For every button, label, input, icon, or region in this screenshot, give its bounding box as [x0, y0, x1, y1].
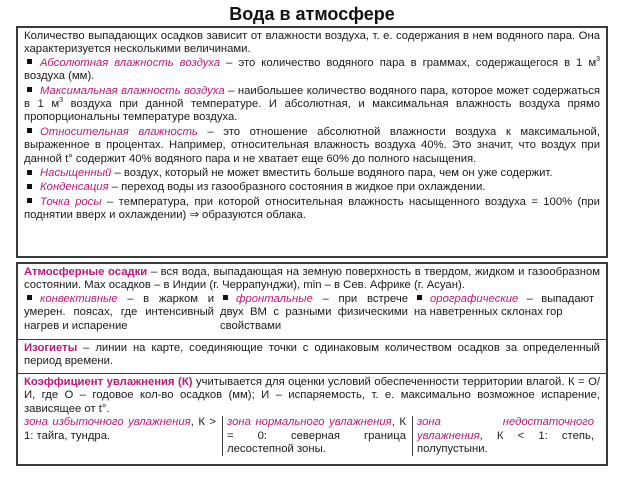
bullet-icon: [27, 198, 32, 203]
moisture-zone-term: зона нормального увлажнения: [227, 416, 392, 429]
moisture-zone-column: [24, 416, 222, 456]
moisture-term: Коэффициент увлажнения (К): [24, 376, 193, 388]
moisture-zone-term: зона избыточного увлажнения: [24, 416, 191, 429]
moisture-text-b: , где О – годовое кол-во осадков (мм); И – испаряемость, т. е. максимально возможное испарение, зависящее от t°.: [24, 389, 600, 415]
humidity-item: [24, 196, 600, 223]
page-title: Вода в атмосфере: [229, 4, 395, 24]
superscript: 3: [59, 97, 64, 105]
precipitation-box: [16, 262, 608, 466]
bullet-icon: [417, 295, 422, 300]
precipitation-term: Атмосферные осадки: [24, 266, 148, 278]
moisture-zone-text: , К > 1: тайга, тундра.: [24, 416, 216, 442]
humidity-item: [24, 167, 600, 180]
humidity-term: Конденсация: [40, 181, 109, 194]
precipitation-type-column: [414, 293, 600, 333]
isohyets-text: – линии на карте, соединяющие точки с одинаковым количеством осадков за определенный период времени.: [24, 342, 600, 368]
bullet-icon: [27, 170, 32, 175]
bullet-icon: [27, 128, 32, 133]
humidity-item: [24, 126, 600, 166]
humidity-text-cont: воздуха (мм).: [24, 70, 95, 83]
moisture-zone-text: , К < 1: степь, полупустыни.: [417, 429, 594, 456]
humidity-text-cont: воздуха при данной температуре. И абсолютная, и максимальная влажность воздуха прямо пропорциональны температуре воздуха.: [24, 98, 600, 124]
bullet-icon: [223, 295, 228, 300]
humidity-text: – переход воды из газообразного состояния в жидкое при охлаждении.: [108, 181, 486, 194]
precipitation-definition: [24, 266, 600, 293]
moisture-zone-column: [222, 416, 412, 456]
humidity-text: – наибольшее количество водяного пара, которое может содержаться в 1 м: [24, 84, 600, 111]
precipitation-section: [18, 264, 606, 340]
humidity-item: [24, 181, 600, 194]
moisture-text-a: учитывается для оценки условий обеспеченности территории влагой. К =: [192, 376, 589, 388]
bullet-icon: [27, 295, 32, 300]
precipitation-type-term: фронтальные: [236, 292, 313, 305]
humidity-term: Относительная влажность: [40, 125, 198, 138]
precipitation-type-term: конвективные: [40, 292, 118, 305]
precipitation-type-column: [24, 293, 220, 333]
humidity-item: [24, 57, 600, 84]
isohyets-section: [18, 340, 606, 374]
isohyets-term: Изогиеты: [24, 342, 78, 354]
humidity-text: – это количество водяного пара в граммах, содержащегося в 1 м: [220, 56, 597, 69]
humidity-list: [24, 57, 600, 223]
humidity-text: – воздух, который не может вместить больше водяного пара, чем он уже содержит.: [111, 167, 553, 180]
precipitation-type-term: орографические: [430, 292, 519, 305]
humidity-box: [16, 26, 608, 258]
precipitation-type-text: – выпадают на наветренных склонах гор: [414, 292, 594, 319]
humidity-item: [24, 85, 600, 125]
moisture-definition: [24, 376, 600, 416]
humidity-term: Абсолютная влажность воздуха: [40, 56, 221, 69]
precipitation-types: [24, 293, 600, 333]
superscript: 3: [596, 56, 601, 64]
intro-text: Количество выпадающих осадков зависит от влажности воздуха, т. е. содержания в нем водяного пара. Она характеризуется несколькими величинами.: [24, 30, 600, 56]
moisture-zones: [24, 416, 600, 456]
humidity-term: Точка росы: [40, 195, 102, 208]
moisture-fraction: О/И: [24, 376, 600, 402]
precipitation-type-text: – в жарком и умерен. поясах, где интенсивный нагрев и испарение: [24, 292, 214, 332]
bullet-icon: [27, 87, 32, 92]
bullet-icon: [27, 184, 32, 189]
precipitation-type-text: – при встрече двух ВМ с разными физическими свойствами: [220, 292, 408, 332]
bullet-icon: [27, 59, 32, 64]
humidity-term: Максимальная влажность воздуха: [40, 84, 225, 97]
moisture-section: [18, 374, 606, 458]
isohyets-definition: [24, 342, 600, 369]
humidity-term: Насыщенный: [40, 167, 112, 180]
humidity-text: – это отношение абсолютной влажности воздуха к максимальной, выраженное в процентах. Например, относительная влажность воздуха 40%. Это значит, что воздух при данной t° содержит 40% водяного пара и не хватает еще 60% до полного насыщения.: [24, 125, 600, 165]
moisture-zone-text: , К = 0: северная граница лесостепной зоны.: [227, 416, 406, 456]
moisture-zone-term: зона недостаточного увлажнения: [417, 416, 594, 442]
moisture-zone-column: [412, 416, 600, 456]
humidity-text: – температура, при которой относительная влажность насыщенного воздуха = 100% (при поднятии вверх и охлаждении) ⇒ образуются облака.: [24, 195, 600, 222]
precipitation-text: – вся вода, выпадающая на земную поверхность в твердом, жидком и газообразном состоянии. Max осадков – в Индии (г. Черрапунджи), min – в Сев. Африке (г. Асуан).: [24, 266, 600, 292]
precipitation-type-column: [220, 293, 414, 333]
